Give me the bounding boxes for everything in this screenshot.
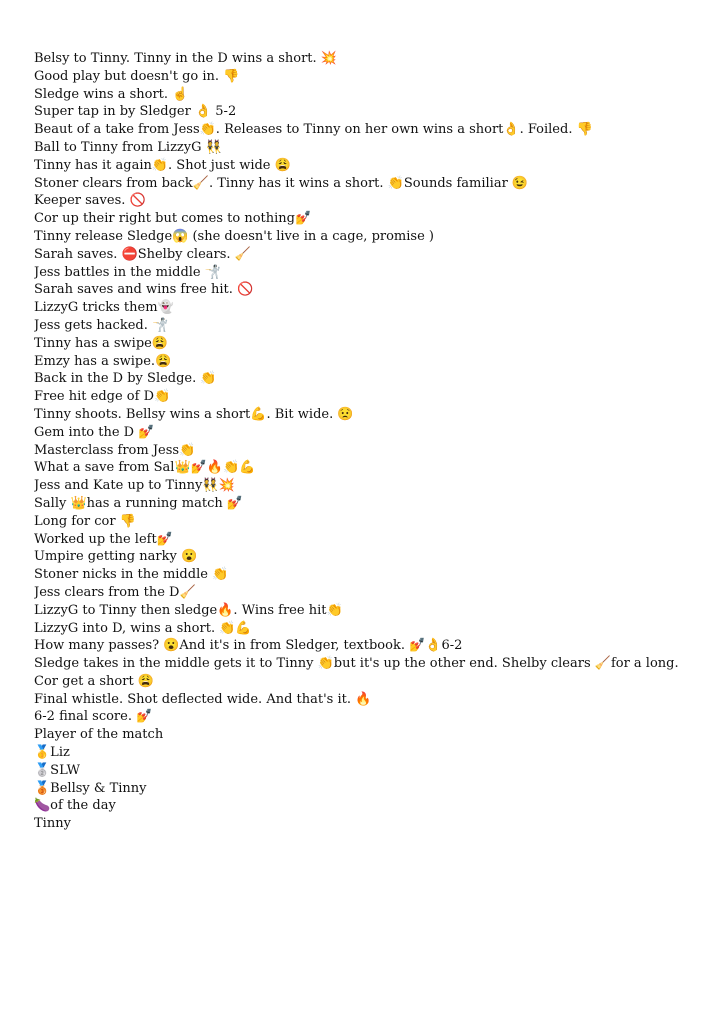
report-line: Final whistle. Shot deflected wide. And that's it. 🔥 (34, 691, 372, 707)
of-the-day-label: 🍆of the day (34, 798, 116, 814)
report-line: Jess battles in the middle 🤺 (34, 264, 221, 280)
report-line: 6-2 final score. 💅 (34, 709, 153, 725)
report-line: Good play but doesn't go in. 👎 (34, 68, 240, 84)
report-line: Free hit edge of D👏 (34, 389, 171, 405)
report-line: Sarah saves and wins free hit. 🚫 (34, 282, 254, 298)
report-line: Gem into the D 💅 (34, 424, 155, 440)
report-line: Ball to Tinny from LizzyG 👯 (34, 139, 222, 155)
report-line: Tinny release Sledge😱 (she doesn't live in a cage, promise ) (34, 228, 434, 244)
bronze-medal-winner: 🥉Bellsy & Tinny (34, 780, 147, 796)
report-line: Long for cor 👎 (34, 513, 136, 529)
report-line: Tinny has it again👏. Shot just wide 😩 (34, 157, 291, 173)
report-line: Jess and Kate up to Tinny👯💥 (34, 478, 235, 494)
report-line: Cor get a short 😩 (34, 673, 155, 689)
report-line: Masterclass from Jess👏 (34, 442, 196, 458)
report-line: Tinny shoots. Bellsy wins a short💪. Bit wide. 😟 (34, 406, 354, 422)
player-of-match-heading: Player of the match (34, 727, 164, 743)
match-report-document (34, 50, 694, 833)
report-line: Stoner nicks in the middle 👏 (34, 567, 229, 583)
report-line: Keeper saves. 🚫 (34, 193, 146, 209)
report-line: Stoner clears from back🧹. Tinny has it wins a short. 👏Sounds familiar 😉 (34, 175, 529, 191)
report-line: Jess gets hacked. 🤺 (34, 317, 169, 333)
report-line: Beaut of a take from Jess👏. Releases to Tinny on her own wins a short👌. Foiled. 👎 (34, 122, 593, 138)
report-line: Cor up their right but comes to nothing💅 (34, 211, 312, 227)
report-line: Super tap in by Sledger 👌 5-2 (34, 104, 237, 120)
report-line: Umpire getting narky 😮 (34, 549, 198, 565)
report-line: Tinny has a swipe😩 (34, 335, 169, 351)
gold-medal-winner: 🥇Liz (34, 745, 70, 761)
report-line: Jess clears from the D🧹 (34, 584, 196, 600)
report-line: Back in the D by Sledge. 👏 (34, 371, 217, 387)
report-line: What a save from Sal👑💅🔥👏💪 (34, 460, 256, 476)
report-line: Emzy has a swipe.😩 (34, 353, 172, 369)
report-line: LizzyG tricks them👻 (34, 300, 174, 316)
report-line: Sledge takes in the middle gets it to Tinny 👏but it's up the other end. Shelby clears 🧹for a long. (34, 656, 679, 672)
report-line: Sarah saves. ⛔Shelby clears. 🧹 (34, 246, 251, 262)
report-line: Belsy to Tinny. Tinny in the D wins a short. 💥 (34, 51, 337, 66)
report-line: LizzyG to Tinny then sledge🔥. Wins free hit👏 (34, 602, 343, 618)
report-line: Sledge wins a short. ☝️ (34, 86, 189, 102)
report-line: Sally 👑has a running match 💅 (34, 495, 244, 511)
of-the-day-winner: Tinny (34, 816, 71, 832)
report-line: Worked up the left💅 (34, 531, 173, 547)
silver-medal-winner: 🥈SLW (34, 762, 80, 778)
report-line: How many passes? 😮And it's in from Sledger, textbook. 💅👌6-2 (34, 638, 463, 654)
report-line: LizzyG into D, wins a short. 👏💪 (34, 620, 252, 636)
